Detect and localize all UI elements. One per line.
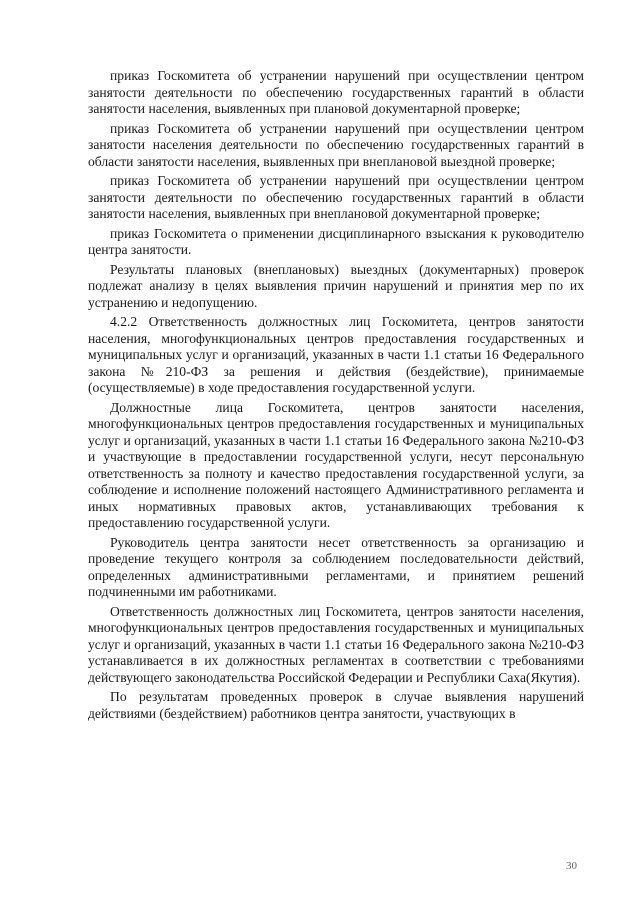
paragraph-director-responsibility: Руководитель центра занятости несет ответственность за организацию и проведение текущего контроля за соблюдением последовательности действий, определенных административными регламентами, и принятием решений подчиненными им работниками. (88, 534, 584, 599)
paragraph-order-disciplinary: приказ Госкомитета о применении дисциплинарного взыскания к руководителю центра занятости. (88, 225, 584, 257)
paragraph-section-4-2-2: 4.2.2 Ответственность должностных лиц Госкомитета, центров занятости населения, многофункциональных центров предоставления государственных и муниципальных услуг и организаций, указанных в части 1.1 статьи 16 Федерального закона №210-ФЗ за решения и действия (бездействие), принимаемые (осуществляемые) в ходе предоставления государственной услуги. (88, 314, 584, 395)
paragraph-responsibility-regulations: Ответственность должностных лиц Госкомитета, центров занятости населения, многофункциональных центров предоставления государственных и муниципальных услуг и организаций, указанных в части 1.1 статьи 16 Федерального закона №210-ФЗ устанавливается в их должностных регламентах в соответствии с требованиями действующего законодательства Российской Федерации и Республики Саха(Якутия). (88, 603, 584, 685)
paragraph-order-unplanned-documentary: приказ Госкомитета об устранении нарушений при осуществлении центром занятости деятельности по обеспечению государственных гарантий в области занятости населения, выявленных при внеплановой документарной проверке; (88, 173, 584, 221)
paragraph-order-planned-documentary: приказ Госкомитета об устранении нарушений при осуществлении центром занятости деятельности по обеспечению государственных гарантий в области занятости населения, выявленных при плановой документарной проверке; (88, 68, 584, 116)
paragraph-order-unplanned-onsite: приказ Госкомитета об устранении нарушений при осуществлении центром занятости населения деятельности по обеспечению государственных гарантий в области занятости населения, выявленных при внеплановой выездной проверке; (88, 120, 584, 169)
page-number: 30 (566, 860, 577, 872)
paragraph-inspection-violations: По результатам проведенных проверок в случае выявления нарушений действиями (бездействием) работников центра занятости, участвующих в (88, 689, 584, 721)
paragraph-personal-responsibility: Должностные лица Госкомитета, центров занятости населения, многофункциональных центров предоставления государственных и муниципальных услуг и организаций, указанных в части 1.1 статьи 16 Федерального закона №210-ФЗ и участвующие в предоставлении государственной услуги, несут персональную ответственность за полноту и качество предоставления государственной услуги, за соблюдение и исполнение положений настоящего Административного регламента и иных нормативных правовых актов, устанавливающих требования к предоставлению государственной услуги. (88, 399, 584, 530)
document-body (88, 68, 584, 725)
paragraph-inspection-results: Результаты плановых (внеплановых) выездных (документарных) проверок подлежат анализу в целях выявления причин нарушений и принятия мер по их устранению и недопущению. (88, 261, 584, 310)
